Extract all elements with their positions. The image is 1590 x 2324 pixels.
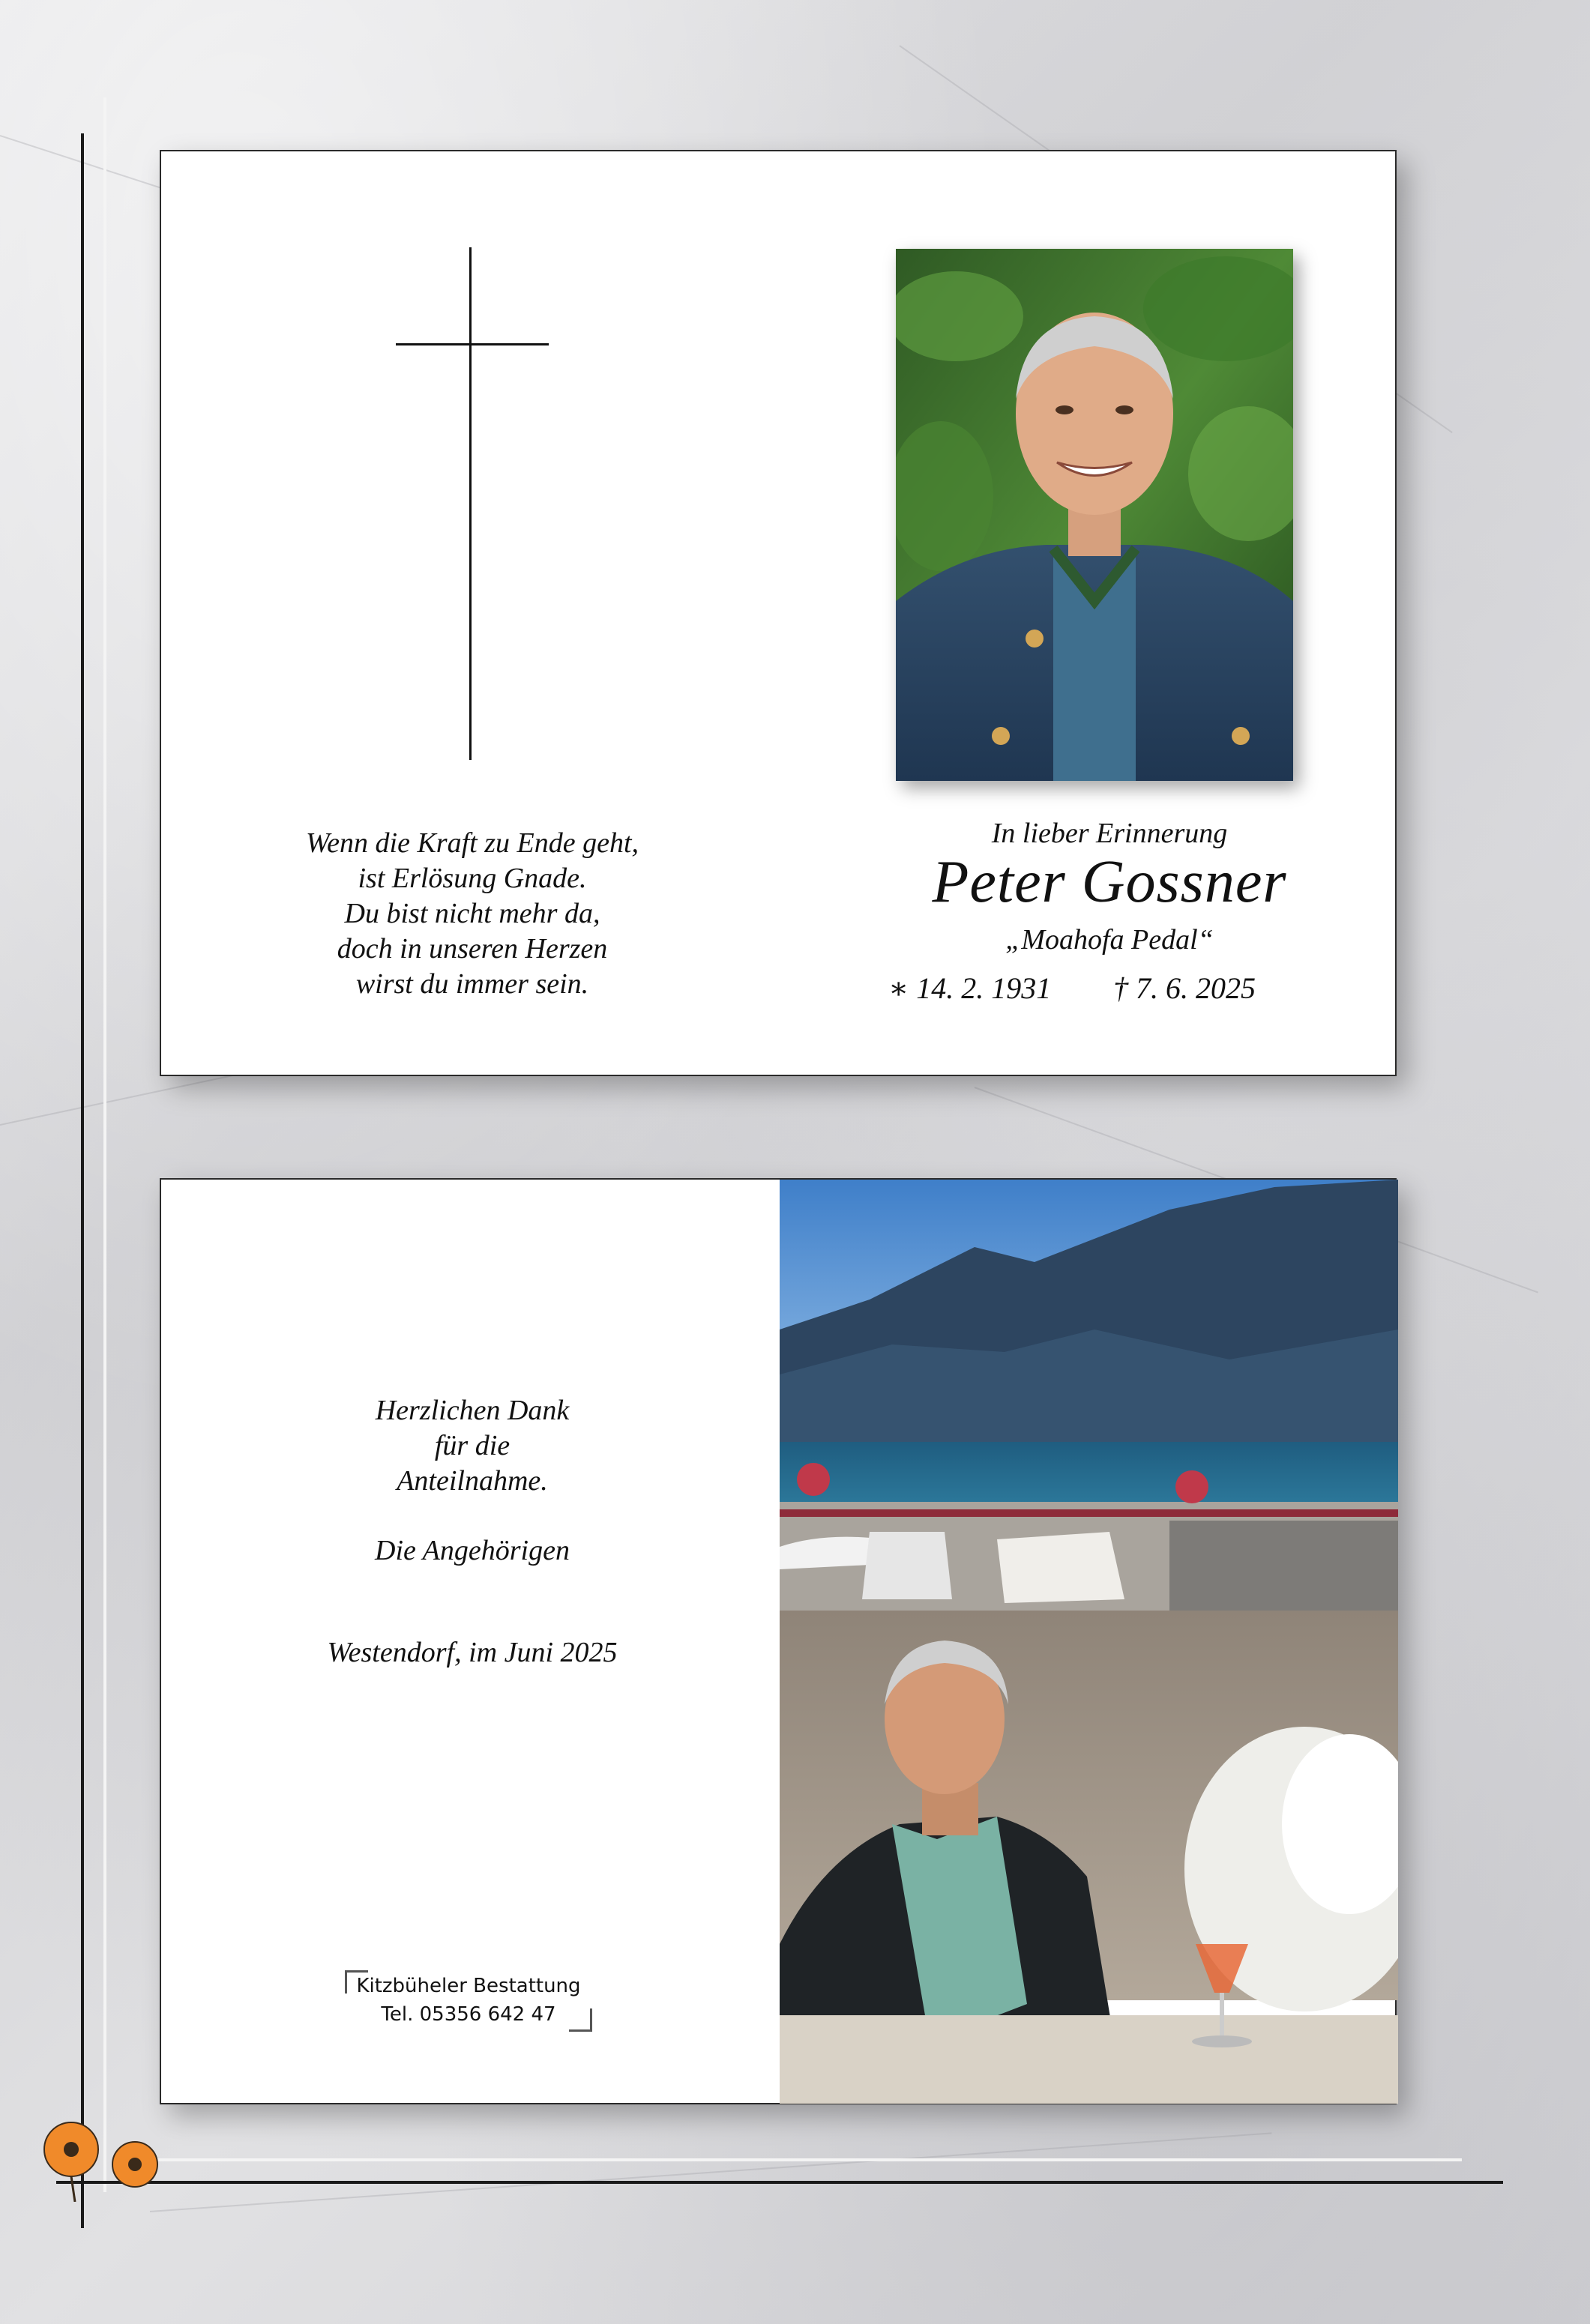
- verse: [236, 826, 708, 1002]
- lake-photo-image: [780, 1180, 1398, 2104]
- verse-line: wirst du immer sein.: [355, 968, 589, 1000]
- portrait-photo-image: [896, 249, 1293, 781]
- verse-line: Du bist nicht mehr da,: [344, 898, 600, 929]
- verse-line: Wenn die Kraft zu Ende geht,: [306, 827, 639, 859]
- deceased-nickname: „Moahofa Pedal“: [1005, 924, 1214, 956]
- funeral-home-logo: [345, 1970, 592, 2032]
- funeral-home-phone: Tel. 05356 642 47: [381, 2003, 556, 2026]
- thanks-text: [236, 1393, 708, 1499]
- frame-line-left-light: [103, 97, 106, 2192]
- deceased-name: Peter Gossner: [932, 849, 1287, 915]
- place-date: Westendorf, im Juni 2025: [327, 1637, 618, 1668]
- verse-line: ist Erlösung Gnade.: [358, 863, 587, 894]
- thanks-line: Herzlichen Dank: [375, 1395, 570, 1426]
- frame-line-left: [81, 133, 84, 2228]
- family-signature: Die Angehörigen: [375, 1535, 570, 1566]
- frame-line-bottom: [56, 2181, 1503, 2184]
- funeral-home-name: Kitzbüheler Bestattung: [356, 1975, 581, 1997]
- flower-icon: [30, 2119, 180, 2202]
- memorial-intro: In lieber Erinnerung: [991, 818, 1228, 849]
- cross-icon: [469, 247, 472, 760]
- birth-date: 14. 2. 1931: [916, 971, 1052, 1005]
- thanks-line: für die: [434, 1430, 511, 1461]
- lake-photo: [780, 1180, 1398, 2104]
- verse-line: doch in unseren Herzen: [337, 933, 608, 965]
- card-back: [160, 1178, 1397, 2104]
- marble-vein: [150, 2132, 1271, 2212]
- frame-line-bottom-light: [112, 2158, 1462, 2161]
- cross-bar: [396, 343, 549, 345]
- birth-date-group: [888, 971, 1051, 1006]
- thanks-line: Anteilnahme.: [397, 1465, 548, 1497]
- death-date-group: [1113, 971, 1256, 1006]
- birth-star-icon: ∗: [888, 971, 909, 1005]
- death-cross-icon: †: [1113, 971, 1128, 1005]
- death-date: 7. 6. 2025: [1136, 971, 1256, 1005]
- portrait-photo: [896, 249, 1293, 781]
- card-front: [160, 150, 1397, 1076]
